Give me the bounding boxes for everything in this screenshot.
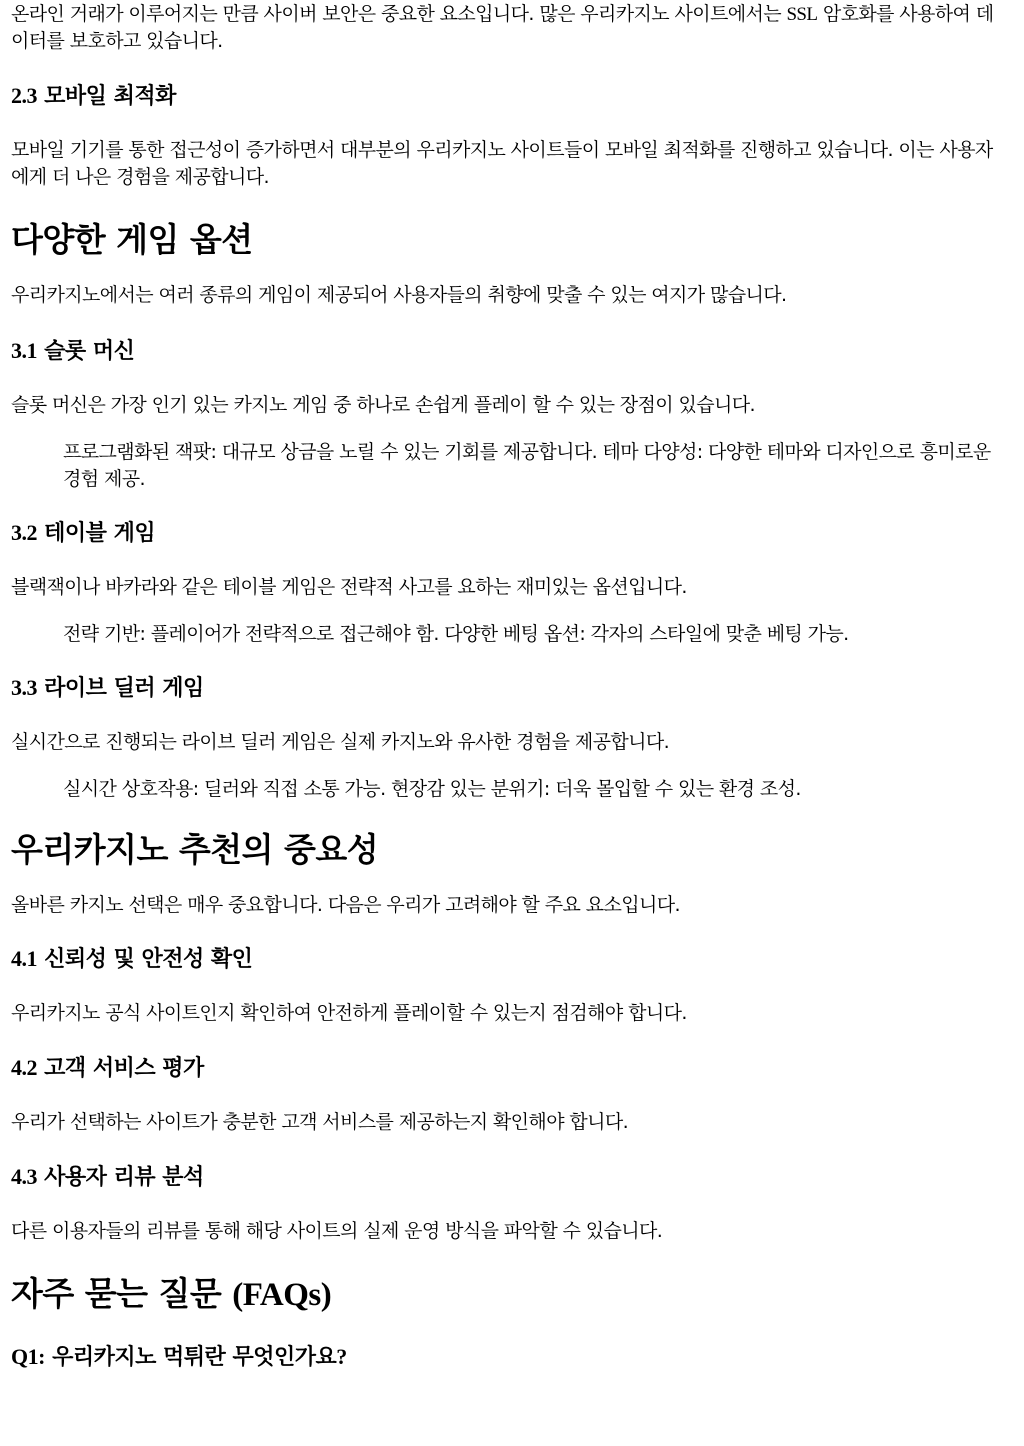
security-paragraph (11, 1, 1006, 55)
heading-slot-machines (11, 337, 1006, 366)
heading-text: 고객 서비스 평가 (37, 1056, 204, 1081)
heading-text: 슬롯 머신 (37, 339, 135, 364)
heading-number: 3.2 (11, 520, 37, 545)
heading-number: 4.2 (11, 1055, 37, 1080)
heading-faq (11, 1274, 1006, 1315)
table-paragraph: 블랙잭이나 바카라와 같은 테이블 게임은 전략적 사고를 요하는 재미있는 옵션입니다. (11, 576, 687, 598)
heading-table-games (11, 519, 1006, 548)
recommend-paragraph: 올바른 카지노 선택은 매우 중요합니다. 다음은 우리가 고려해야 할 주요 요소입니다. (11, 894, 680, 916)
heading-number: 3.1 (11, 338, 37, 363)
question-text: 우리카지노 먹튀란 무엇인가요 (44, 1345, 337, 1370)
live-blockquote: 실시간 상호작용: 딜러와 직접 소통 가능. 현장감 있는 분위기: 더욱 몰입할 수 있는 환경 조성. (63, 778, 801, 800)
heading-number: 4.1 (11, 946, 37, 971)
faq-heading-text: 자주 묻는 질문 (11, 1274, 233, 1313)
heading-number: 3.3 (11, 675, 37, 700)
games-paragraph: 우리카지노에서는 여러 종류의 게임이 제공되어 사용자들의 취향에 맞출 수 있는 여지가 많습니다. (11, 284, 787, 306)
security-text-1: 온라인 거래가 이루어지는 만큼 사이버 보안은 중요한 요소입니다. 많은 우리카지노 사이트에서는 (11, 3, 787, 25)
heading-customer-service (11, 1054, 1006, 1083)
question-number: Q1: (11, 1344, 45, 1369)
heading-live-dealer (11, 674, 1006, 703)
heading-text: 모바일 최적화 (37, 84, 176, 109)
heading-number: 4.3 (11, 1164, 37, 1189)
heading-text: 테이블 게임 (37, 521, 156, 546)
heading-trust-safety (11, 945, 1006, 974)
reviews-paragraph: 다른 이용자들의 리뷰를 통해 해당 사이트의 실제 운영 방식을 파악할 수 있습니다. (11, 1220, 663, 1242)
table-blockquote: 전략 기반: 플레이어가 전략적으로 접근해야 함. 다양한 베팅 옵션: 각자의 스타일에 맞춘 베팅 가능. (63, 623, 849, 645)
heading-text: 라이브 딜러 게임 (37, 676, 204, 701)
heading-game-options: 다양한 게임 옵션 (11, 220, 253, 259)
heading-mobile-optimization (11, 82, 1006, 111)
service-paragraph: 우리가 선택하는 사이트가 충분한 고객 서비스를 제공하는지 확인해야 합니다. (11, 1111, 629, 1133)
question-mark: ? (336, 1344, 347, 1369)
live-paragraph: 실시간으로 진행되는 라이브 딜러 게임은 실제 카지노와 유사한 경험을 제공합니다. (11, 731, 670, 753)
heading-number: 2.3 (11, 83, 37, 108)
heading-recommendation: 우리카지노 추천의 중요성 (11, 830, 379, 869)
heading-faq-q1 (11, 1343, 1006, 1372)
mobile-paragraph: 모바일 기기를 통한 접근성이 증가하면서 대부분의 우리카지노 사이트들이 모바일 최적화를 진행하고 있습니다. 이는 사용자에게 더 나은 경험을 제공합니다. (11, 139, 993, 188)
trust-paragraph: 우리카지노 공식 사이트인지 확인하여 안전하게 플레이할 수 있는지 점검해야 합니다. (11, 1002, 687, 1024)
ssl-term: SSL (786, 4, 818, 25)
heading-text: 사용자 리뷰 분석 (37, 1165, 204, 1190)
heading-text: 신뢰성 및 안전성 확인 (37, 947, 253, 972)
heading-user-reviews (11, 1163, 1006, 1192)
slots-blockquote: 프로그램화된 잭팟: 대규모 상금을 노릴 수 있는 기회를 제공합니다. 테마 다양성: 다양한 테마와 디자인으로 흥미로운 경험 제공. (63, 441, 991, 490)
slots-paragraph: 슬롯 머신은 가장 인기 있는 카지노 게임 중 하나로 손쉽게 플레이 할 수 있는 장점이 있습니다. (11, 394, 755, 416)
faq-heading-latin: (FAQs) (232, 1277, 332, 1313)
security-text-2: 암호화를 사용하여 데이터를 보호하고 있습니다. (11, 3, 994, 52)
document-body (11, 0, 1006, 1372)
